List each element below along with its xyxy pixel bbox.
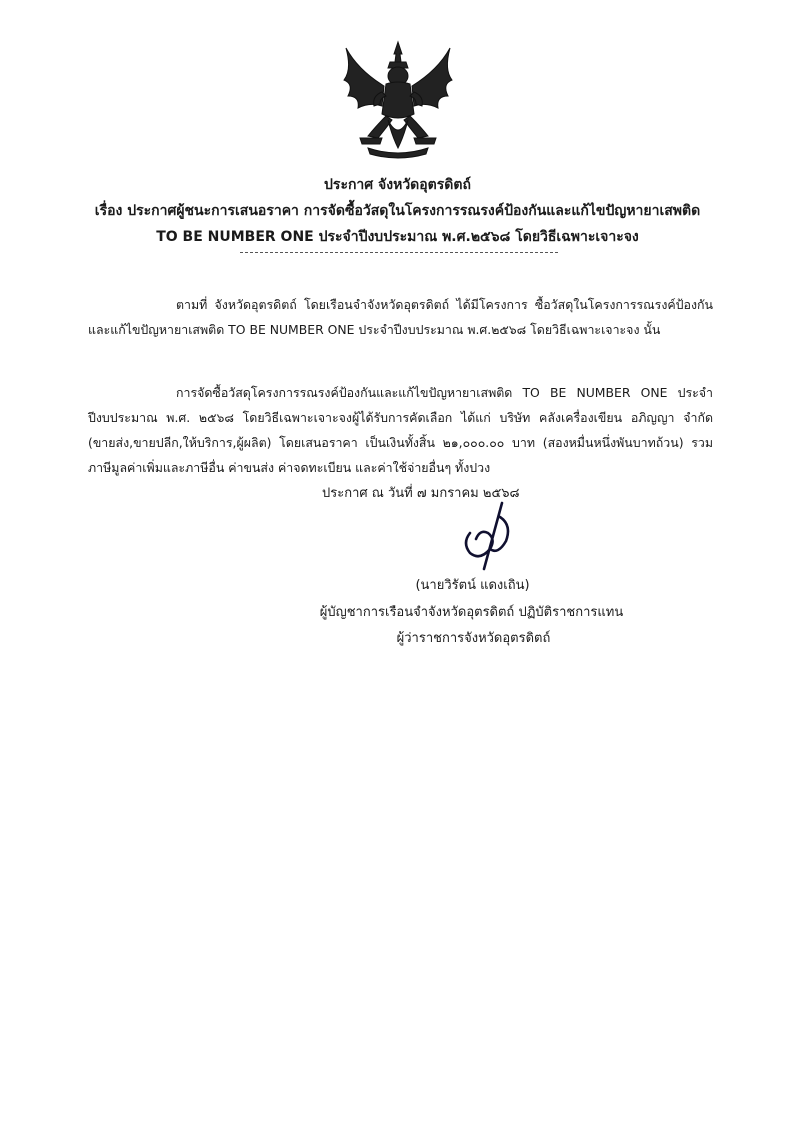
document-title: ประกาศ จังหวัดอุตรดิตถ์ xyxy=(324,177,471,193)
announce-date: ประกาศ ณ วันที่ ๗ มกราคม ๒๕๖๘ xyxy=(322,486,520,501)
paragraph-award xyxy=(88,380,713,480)
signature-icon xyxy=(440,495,530,575)
document-subject-line2: TO BE NUMBER ONE ประจำปีงบประมาณ พ.ศ.๒๕๖๘ โดยวิธีเฉพาะเจาะจง xyxy=(156,229,639,245)
signer-position-2: ผู้ว่าราชการจังหวัดอุตรดิตถ์ xyxy=(396,631,551,646)
paragraph-intro xyxy=(88,292,713,342)
document-subject: เรื่อง ประกาศผู้ชนะการเสนอราคา การจัดซื้อวัสดุในโครงการรณรงค์ป้องกันและแก้ไขปัญหายาเสพติด xyxy=(94,203,701,219)
garuda-emblem-icon xyxy=(338,40,458,164)
header-divider xyxy=(240,252,558,253)
paragraph-award-text: การจัดซื้อวัสดุโครงการรณรงค์ป้องกันและแก้ไขปัญหายาเสพติด TO BE NUMBER ONE ประจำปีงบประมาณ พ.ศ. ๒๕๖๘ โดยวิธีเฉพาะเจาะจงผู้ได้รับการคัดเลือก ได้แก่ บริษัท คลังเครื่องเขียน อภิญญา จำกัด (ขายส่ง,ขายปลีก,ให้บริการ,ผู้ผลิต) โดยเสนอราคา เป็นเงินทั้งสิ้น ๒๑,๐๐๐.๐๐ บาท (สองหมื่นหนึ่งพันบาทถ้วน) รวมภาษีมูลค่าเพิ่มและภาษีอื่น ค่าขนส่ง ค่าจดทะเบียน และค่าใช้จ่ายอื่นๆ ทั้งปวง xyxy=(88,385,713,475)
signer-position: ผู้บัญชาการเรือนจำจังหวัดอุตรดิตถ์ ปฏิบัติราชการแทน xyxy=(319,605,624,620)
paragraph-intro-text: ตามที่ จังหวัดอุตรดิตถ์ โดยเรือนจำจังหวัดอุตรดิตถ์ ได้มีโครงการ ซื้อวัสดุในโครงการรณรงค์ป้องกันและแก้ไขปัญหายาเสพติด TO BE NUMBER ONE ประจำปีงบประมาณ พ.ศ.๒๕๖๘ โดยวิธีเฉพาะเจาะจง นั้น xyxy=(88,297,713,337)
signer-name: (นายวิรัตน์ แดงเถิน) xyxy=(415,578,530,593)
